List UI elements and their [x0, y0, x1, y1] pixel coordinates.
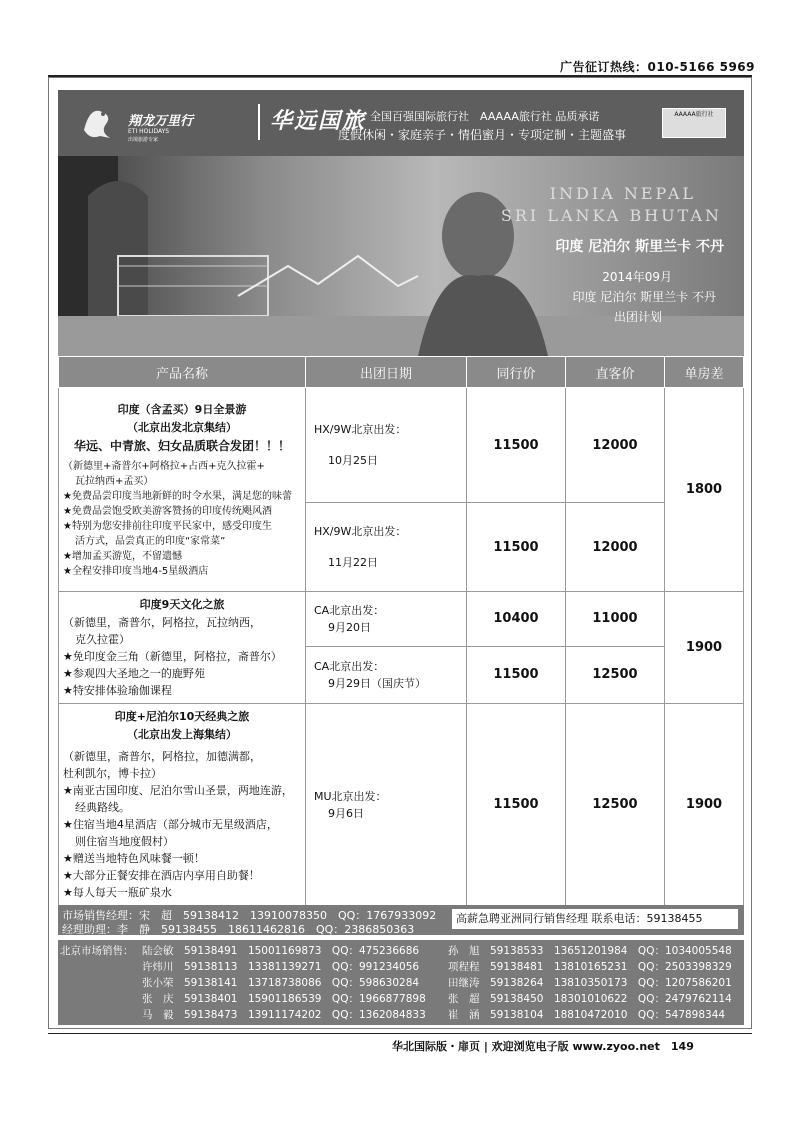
tour3-title: 印度+尼泊尔10天经典之旅 — [114, 710, 250, 723]
banner-countries-2: 印度 尼泊尔 斯里兰卡 不丹 — [572, 290, 716, 304]
tour3-peer-price: 11500 — [467, 704, 566, 906]
ad-hotline: 广告征订热线：010-5166 5969 — [560, 60, 756, 74]
table-row — [59, 388, 744, 503]
tour1-line: ★免费品尝饱受欧美游客赞扬的印度传统飓风酒 — [63, 505, 272, 517]
tour1-description — [59, 388, 306, 592]
company-logo — [76, 100, 248, 146]
table-row — [59, 592, 744, 647]
manager-assistant: 经理助理：李 静 59138455 18611462816 QQ：2386850363 — [62, 923, 415, 936]
brand-header — [58, 90, 744, 156]
header-tagline-2: 度假休闲・家庭亲子・情侣蜜月・专项定制・主题盛事 — [338, 128, 627, 142]
tour1-departure-1 — [306, 388, 467, 503]
tour1-joint: 华远、中青旅、妇女品质联合发团！！！ — [73, 438, 290, 453]
tour1-line: 活方式，品尝真正的印度“家常菜” — [75, 535, 226, 547]
tour3-line: ★大部分正餐安排在酒店内享用自助餐！ — [63, 869, 260, 882]
beijing-sales-label: 北京市场销售： — [60, 945, 134, 957]
tour2-line: ★参观四大圣地之一的鹿野苑 — [63, 667, 205, 680]
departure-date: 10月25日 — [328, 454, 378, 467]
sales-contact: 项程程 59138481 13810165231 QQ：2503398329 — [448, 961, 732, 973]
header-tagline-1: 全国百强国际旅行社 AAAAA旅行社 品质承诺 — [370, 110, 600, 123]
col-direct-price: 直客价 — [566, 357, 665, 388]
tour3-line: ★南亚古国印度、尼泊尔雪山圣景，两地连游， — [63, 784, 293, 797]
table-header-row — [59, 357, 744, 388]
departure-from: CA北京出发： — [314, 603, 385, 617]
recruitment-notice: 高薪急聘亚洲同行销售经理 联系电话：59138455 — [452, 909, 738, 929]
tour1-line: ★全程安排印度当地4-5星级酒店 — [63, 565, 209, 577]
aaaaa-seal: AAAAA旅行社 — [662, 108, 726, 138]
departure-date: 9月29日（国庆节） — [328, 676, 426, 690]
tour2-direct-price-1: 11000 — [566, 592, 665, 647]
sales-contact: 张 超 59138450 18301010622 QQ：2479762114 — [448, 993, 732, 1005]
tour2-peer-price-2: 11500 — [467, 646, 566, 703]
tour3-departure — [306, 704, 467, 906]
dragon-logo-icon — [76, 100, 120, 144]
tour2-title: 印度9天文化之旅 — [139, 598, 225, 611]
banner-en-line2: SRI LANKA BHUTAN — [500, 206, 722, 225]
tour2-description — [59, 592, 306, 704]
sales-contact: 张小荣 59138141 13718738086 QQ：598630284 — [142, 977, 420, 989]
tour3-line: （新德里，斋普尔，阿格拉，加德满都， — [63, 750, 261, 763]
tour2-peer-price-1: 10400 — [467, 592, 566, 647]
tour1-line: ★增加孟买游览，不留遗憾 — [63, 550, 182, 562]
tour3-line: 经典路线。 — [75, 801, 130, 814]
tour3-direct-price: 12500 — [566, 704, 665, 906]
tour1-line: ★免费品尝印度当地新鲜的时令水果，满足您的味蕾 — [63, 490, 292, 502]
tour2-departure-1 — [306, 592, 467, 647]
sales-contact: 陆会敏 59138491 15001169873 QQ：475236686 — [142, 945, 420, 957]
tour2-single-supplement: 1900 — [665, 592, 744, 704]
tour3-single-supplement: 1900 — [665, 704, 744, 906]
tour1-peer-price-1: 11500 — [467, 388, 566, 503]
tour3-line: 杜利凯尔，博卡拉） — [63, 767, 162, 780]
sales-contact: 马 毅 59138473 13911174202 QQ：1362084833 — [142, 1009, 426, 1021]
tour2-departure-2 — [306, 646, 467, 703]
sales-contact: 张 庆 59138401 15901186539 QQ：1966877898 — [142, 993, 426, 1005]
tour3-subtitle: （北京出发上海集结） — [127, 728, 237, 741]
tour1-subtitle: （北京出发北京集结） — [127, 420, 237, 434]
tour-table — [58, 356, 744, 906]
hero-banner — [58, 156, 744, 356]
manager-contacts — [58, 905, 744, 935]
departure-from: MU北京出发： — [314, 789, 387, 803]
tour1-line: 瓦拉纳西+孟买） — [75, 475, 154, 487]
departure-from: HX/9W北京出发： — [314, 525, 407, 538]
tour2-line: 克久拉霍） — [75, 633, 130, 646]
departure-from: CA北京出发： — [314, 659, 385, 673]
tour3-line: ★赠送当地特色风味餐一顿！ — [63, 852, 205, 865]
sales-manager: 市场销售经理：宋 超 59138412 13910078350 QQ：1767933092 — [62, 909, 437, 922]
tour1-direct-price-1: 12000 — [566, 388, 665, 503]
departure-from: HX/9W北京出发： — [314, 423, 407, 436]
tour3-description — [59, 704, 306, 906]
sales-contact: 孙 旭 59138533 13651201984 QQ：1034005548 — [448, 945, 732, 957]
sales-contact: 许炜川 59138113 13381139271 QQ：991234056 — [142, 961, 420, 973]
page-footer: 华北国际版・扉页 | 欢迎浏览电子版 www.zyoo.net 149 — [392, 1040, 694, 1053]
banner-date: 2014年09月 — [602, 270, 672, 284]
tour2-direct-price-2: 12500 — [566, 646, 665, 703]
departure-date: 9月6日 — [328, 806, 364, 820]
tour3-line: ★住宿当地4星酒店（部分城市无星级酒店， — [63, 818, 278, 831]
tour1-title: 印度（含孟买）9日全景游 — [117, 402, 247, 416]
logo-en: ETI HOLIDAYS — [128, 128, 170, 135]
tour2-line: ★特安排体验瑜伽课程 — [63, 684, 172, 697]
table-row — [59, 704, 744, 906]
tour2-line: （新德里，斋普尔，阿格拉，瓦拉纳西， — [63, 616, 261, 629]
tour3-line: ★每人每天一瓶矿泉水 — [63, 886, 172, 899]
sales-contact: 崔 涵 59138104 18810472010 QQ：547898344 — [448, 1009, 726, 1021]
tour1-direct-price-2: 12000 — [566, 503, 665, 592]
banner-plan: 出团计划 — [613, 310, 662, 324]
tour3-line: 则住宿当地度假村） — [75, 835, 174, 848]
col-departure: 出团日期 — [306, 357, 467, 388]
tour1-line: ★特别为您安排前往印度平民家中，感受印度生 — [63, 520, 272, 532]
logo-cn: 翔龙万里行 — [128, 114, 194, 129]
logo-sub: 出境旅游专家 — [128, 137, 159, 143]
col-single-supplement: 单房差 — [665, 357, 744, 388]
sales-contact: 田继涛 59138264 13810350173 QQ：1207586201 — [448, 977, 732, 989]
banner-en-line1: INDIA NEPAL — [549, 184, 696, 203]
banner-countries: 印度 尼泊尔 斯里兰卡 不丹 — [555, 239, 724, 255]
brand-name: 华远国旅 — [258, 104, 366, 140]
tour1-peer-price-2: 11500 — [467, 503, 566, 592]
tour2-line: ★免印度金三角（新德里，阿格拉，斋普尔） — [63, 650, 282, 663]
col-product: 产品名称 — [59, 357, 306, 388]
bottom-rule — [48, 1033, 752, 1034]
departure-date: 9月20日 — [328, 620, 371, 634]
tour1-departure-2 — [306, 503, 467, 592]
beijing-sales-contacts — [58, 940, 744, 1025]
col-peer-price: 同行价 — [467, 357, 566, 388]
tour1-single-supplement: 1800 — [665, 388, 744, 592]
tour1-line: （新德里+斋普尔+阿格拉+占西+克久拉霍+ — [63, 460, 265, 472]
departure-date: 11月22日 — [328, 556, 378, 569]
